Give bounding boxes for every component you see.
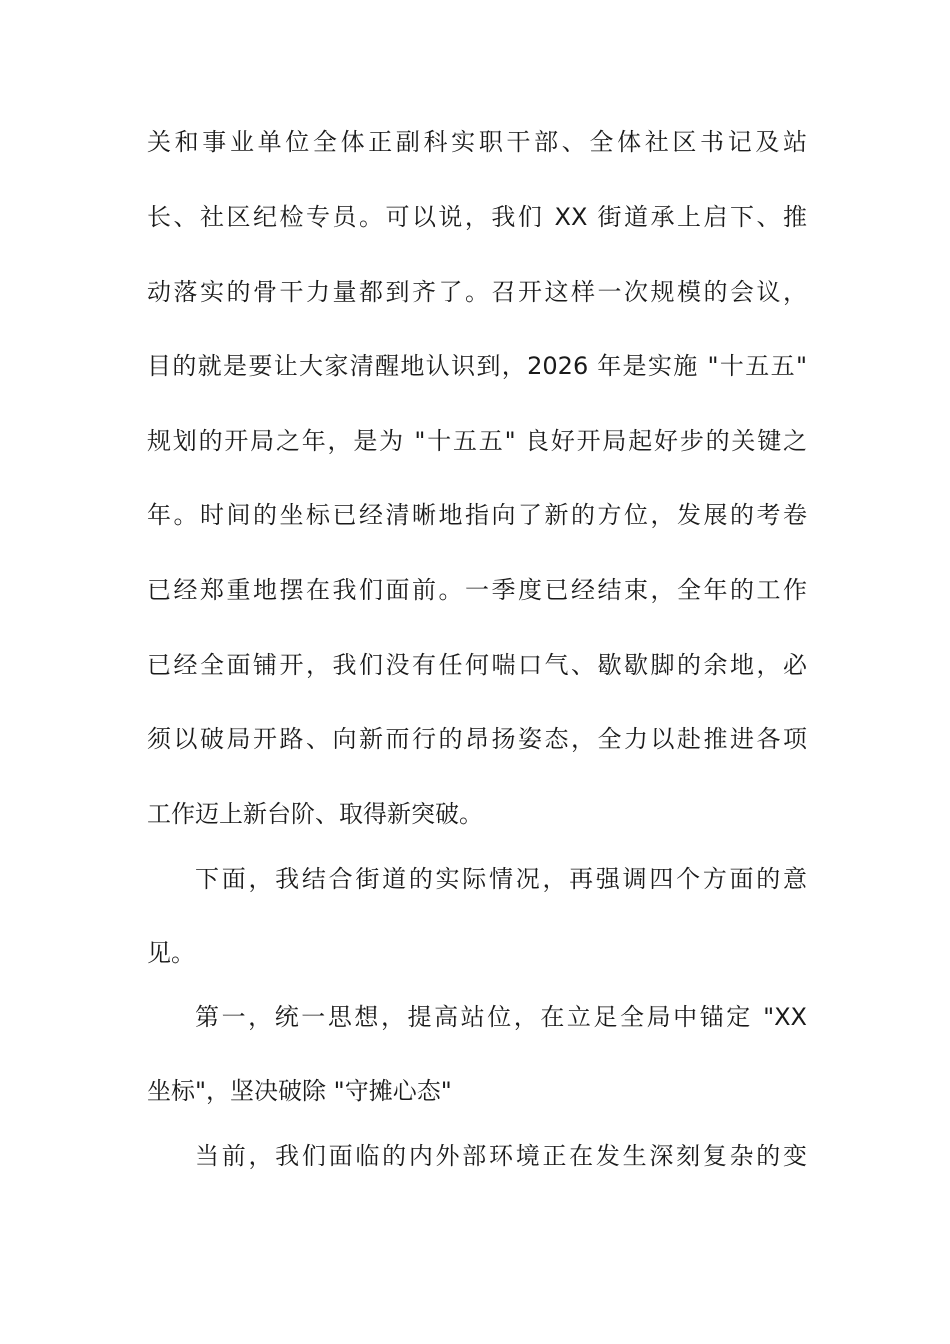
text-line: 当前，我们面临的内外部环境正在发生深刻复杂的变 [195, 1142, 807, 1170]
text-line: 已经全面铺开，我们没有任何喘口气、歇歇脚的余地，必 [147, 651, 807, 679]
text-line: 坐标"，坚决破除 "守摊心态" [147, 1077, 452, 1105]
text-line: 第一，统一思想，提高站位，在立足全局中锚定 "XX [195, 1003, 807, 1031]
text-line: 见。 [147, 939, 195, 967]
text-line: 须以破局开路、向新而行的昂扬姿态，全力以赴推进各项 [147, 725, 807, 753]
text-line: 已经郑重地摆在我们面前。一季度已经结束，全年的工作 [147, 576, 807, 604]
text-line: 规划的开局之年，是为 "十五五" 良好开局起好步的关键之 [147, 427, 807, 455]
text-line: 年。时间的坐标已经清晰地指向了新的方位，发展的考卷 [147, 501, 807, 529]
text-line: 关和事业单位全体正副科实职干部、全体社区书记及站 [147, 128, 807, 156]
text-line: 工作迈上新台阶、取得新突破。 [147, 800, 483, 828]
text-line: 下面，我结合街道的实际情况，再强调四个方面的意 [195, 865, 807, 893]
text-line: 目的就是要让大家清醒地认识到，2026 年是实施 "十五五" [147, 352, 807, 380]
text-line: 动落实的骨干力量都到齐了。召开这样一次规模的会议， [147, 278, 807, 306]
text-line: 长、社区纪检专员。可以说，我们 XX 街道承上启下、推 [147, 203, 807, 231]
